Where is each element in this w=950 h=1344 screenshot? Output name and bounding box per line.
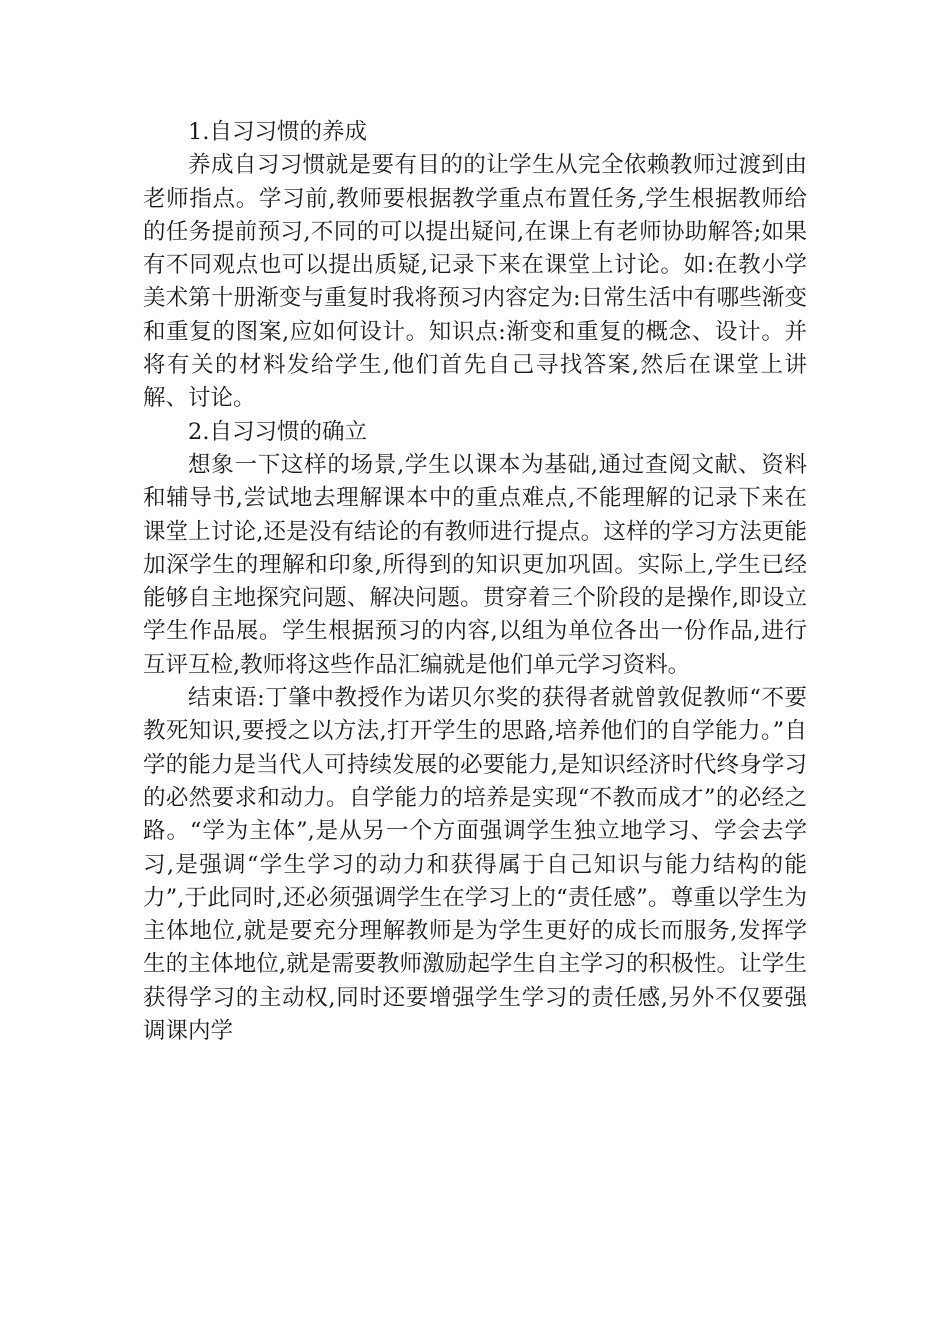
section-heading-1: 1.自习习惯的养成 [188,119,367,145]
paragraph-2: 想象一下这样的场景,学生以课本为基础,通过查阅文献、资料和辅导书,尝试地去理解课本中的重点难点,不能理解的记录下来在课堂上讨论,还是没有结论的有教师进行提点。这样的学习方法更能加深学生的理解和印象,所得到的知识更加巩固。实际上,学生已经能够自主地探究问题、解决问题。贯穿着三个阶段的是操作,即设立学生作品展。学生根据预习的内容,以组为单位各出一份作品,进行互评互检,教师将这些作品汇编就是他们单元学习资料。 [143,451,807,678]
paragraph-1: 养成自习习惯就是要有目的的让学生从完全依赖教师过渡到由老师指点。学习前,教师要根据教学重点布置任务,学生根据教师给的任务提前预习,不同的可以提出疑问,在课上有老师协助解答;如果有不同观点也可以提出质疑,记录下来在课堂上讨论。如:在教小学美术第十册渐变与重复时我将预习内容定为:日常生活中有哪些渐变和重复的图案,应如何设计。知识点:渐变和重复的概念、设计。并将有关的材料发给学生,他们首先自己寻找答案,然后在课堂上讲解、讨论。 [143,152,807,412]
conclusion-paragraph: 结束语:丁肇中教授作为诺贝尔奖的获得者就曾敦促教师“不要教死知识,要授之以方法,打开学生的思路,培养他们的自学能力。”自学的能力是当代人可持续发展的必要能力,是知识经济时代终身学习的必然要求和动力。自学能力的培养是实现“不教而成才”的必经之路。“学为主体”,是从另一个方面强调学生独立地学习、学会去学习,是强调“学生学习的动力和获得属于自己知识与能力结构的能力”,于此同时,还必须强调学生在学习上的“责任感”。尊重以学生为主体地位,就是要充分理解教师是为学生更好的成长而服务,发挥学生的主体地位,就是需要教师激励起学生自主学习的积极性。让学生获得学习的主动权,同时还要增强学生学习的责任感,另外不仅要强调课内学 [143,685,807,1045]
document-body [143,116,807,1048]
section-heading-2: 2.自习习惯的确立 [188,418,367,445]
